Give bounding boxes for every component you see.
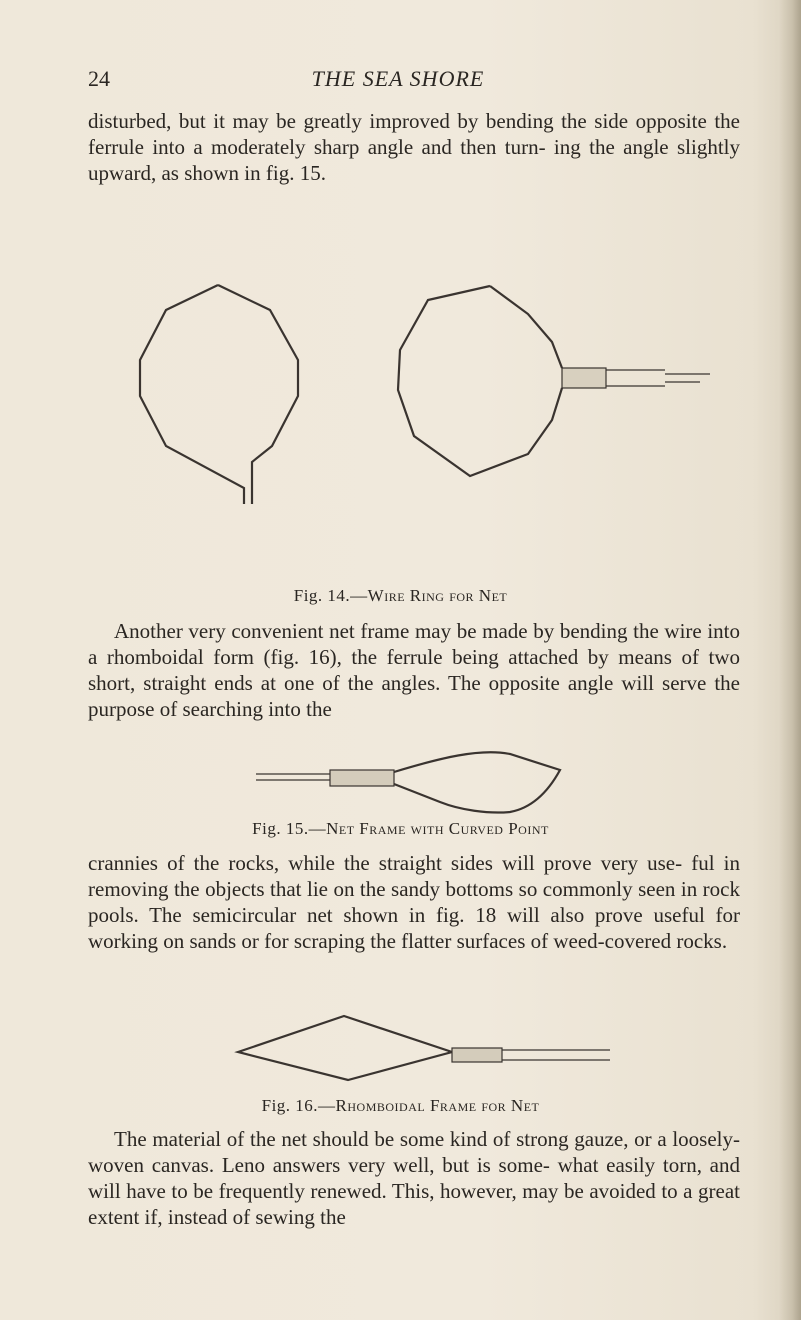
wire-ring-left-outline (140, 285, 244, 504)
page-edge-shadow (779, 0, 801, 1320)
figure-14-wire-rings (0, 270, 801, 570)
figure-16-rhomboidal-frame (0, 1010, 801, 1110)
paragraph-4: The material of the net should be some kind of strong gauze, or a loosely-woven canvas. Leno answers very well, but is some- what easily torn, and will have to be frequently renewed. This, however, may be avoided to a great extent if, instead of sewing the (88, 1127, 740, 1229)
wire-ring-left-right-side (218, 285, 298, 504)
figure-14-number: Fig. 14. (293, 586, 351, 605)
figure-15-title: —Net Frame with Curved Point (308, 819, 549, 838)
ferrule-shaft (606, 370, 665, 386)
figure-14-caption (0, 586, 801, 606)
figure-16-number: Fig. 16. (261, 1096, 319, 1115)
figure-15-number: Fig. 15. (252, 819, 309, 838)
running-head (88, 66, 708, 92)
rhomboid-frame (238, 1016, 452, 1080)
page-number: 24 (88, 66, 110, 91)
paragraph-2: Another very convenient net frame may be made by bending the wire into a rhomboidal form (fig. 16), the ferrule being attached by means of two short, straight ends at one of the angles. The opposite angle will serve the purpose of searching into the (88, 619, 740, 721)
ferrule (562, 368, 606, 388)
ferrule (330, 770, 394, 786)
handle-shaft (502, 1050, 610, 1060)
frame-outline (394, 752, 560, 812)
figure-14-title: —Wire Ring for Net (350, 586, 508, 605)
figure-16-caption (0, 1096, 801, 1116)
figure-15-net-frame (0, 740, 801, 820)
figure-16-title: —Rhomboidal Frame for Net (318, 1096, 540, 1115)
paragraph-3: crannies of the rocks, while the straight sides will prove very use- ful in removing the objects that lie on the sandy bottoms so commonly seen in rock pools. The semicircular net shown in fig. 18 will also prove useful for working on sands or for scraping the flatter surfaces of weed-covered rocks. (88, 851, 740, 953)
figure-15-caption (0, 819, 801, 839)
paragraph-1: disturbed, but it may be greatly improved by bending the side opposite the ferrule into a moderately sharp angle and then turn- ing the angle slightly upward, as shown in fig. 15. (88, 109, 740, 185)
handle-shaft (256, 774, 330, 780)
ferrule (452, 1048, 502, 1062)
running-title: THE SEA SHORE (311, 66, 485, 91)
